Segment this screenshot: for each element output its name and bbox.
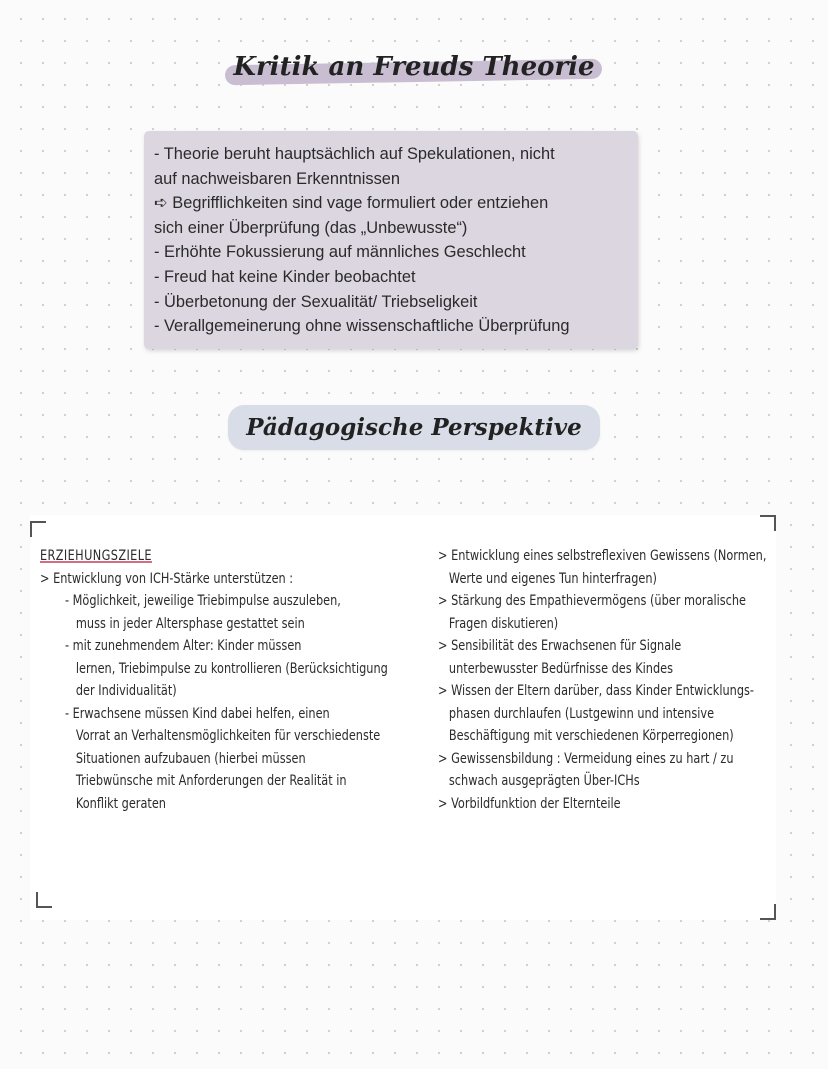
- note-line: > Sensibilität des Erwachsenen für Signale: [438, 638, 682, 654]
- note-line: Beschäftigung mit verschiedenen Körperregionen): [448, 728, 734, 744]
- note-line: > Stärkung des Empathievermögens (über moralische: [438, 593, 747, 609]
- criticism-line: - Theorie beruht hauptsächlich auf Spekulationen, nicht: [154, 145, 555, 163]
- note-line: schwach ausgeprägten Über-ICHs: [448, 773, 640, 789]
- corner-mark: [36, 892, 52, 908]
- note-line: phasen durchlaufen (Lustgewinn und intensive: [448, 705, 715, 722]
- criticism-line: auf nachweisbaren Erkenntnissen: [154, 169, 401, 188]
- corner-mark: [760, 904, 776, 920]
- note-line: muss in jeder Altersphase gestattet sein: [75, 615, 305, 632]
- title-kritik-text: Kritik an Freuds Theorie: [223, 50, 604, 84]
- note-line: unterbewusster Bedürfnisse des Kindes: [448, 660, 674, 677]
- note-line: - mit zunehmendem Alter: Kinder müssen: [64, 638, 302, 654]
- note-line: > Wissen der Eltern darüber, dass Kinder Entwicklungs-: [438, 683, 754, 699]
- criticism-line: sich einer Überprüfung (das „Unbewusste“): [154, 218, 468, 237]
- criticism-line: - Erhöhte Fokussierung auf männliches Geschlecht: [154, 243, 526, 262]
- note-line: Fragen diskutieren): [448, 615, 559, 632]
- criticism-line: - Überbetonung der Sexualität/ Triebseligkeit: [154, 292, 478, 311]
- erziehungsziele-heading: ERZIEHUNGSZIELE: [40, 548, 152, 564]
- criticism-line: ➪ Begrifflichkeiten sind vage formuliert oder entziehen: [154, 194, 549, 213]
- corner-mark: [30, 521, 46, 537]
- note-line: lernen, Triebimpulse zu kontrollieren (Berücksichtigung: [75, 660, 388, 677]
- note-line: - Möglichkeit, jeweilige Triebimpulse auszuleben,: [64, 593, 341, 609]
- criticism-line: - Verallgemeinerung ohne wissenschaftliche Überprüfung: [154, 317, 570, 336]
- handwritten-notes-photo: [30, 515, 776, 920]
- note-line: Triebwünsche mit Anforderungen der Realität in: [75, 773, 347, 789]
- note-line: Situationen aufzubauen (hierbei müssen: [75, 750, 306, 767]
- criticism-box: [144, 131, 638, 349]
- corner-mark: [760, 515, 776, 531]
- criticism-line: - Freud hat keine Kinder beobachtet: [154, 267, 416, 286]
- title-paedagogische-perspektive-text: Pädagogische Perspektive: [228, 405, 600, 450]
- note-line: der Individualität): [75, 683, 177, 699]
- title-kritik: [0, 50, 828, 84]
- note-line: Werte und eigenes Tun hinterfragen): [448, 570, 657, 587]
- note-line: > Vorbildfunktion der Elternteile: [438, 795, 621, 812]
- note-line: - Erwachsene müssen Kind dabei helfen, einen: [64, 705, 330, 722]
- note-line: Vorrat an Verhaltensmöglichkeiten für verschiedenste: [75, 728, 381, 744]
- note-line: Konflikt geraten: [75, 795, 166, 812]
- title-paedagogische-perspektive: [0, 405, 828, 450]
- note-line: > Entwicklung eines selbstreflexiven Gewissens (Normen,: [438, 548, 767, 564]
- note-line: > Gewissensbildung : Vermeidung eines zu hart / zu: [438, 750, 734, 767]
- notes-right-column: [438, 545, 781, 815]
- note-line: > Entwicklung von ICH-Stärke unterstützen :: [40, 570, 294, 587]
- notes-left-column: [40, 545, 388, 815]
